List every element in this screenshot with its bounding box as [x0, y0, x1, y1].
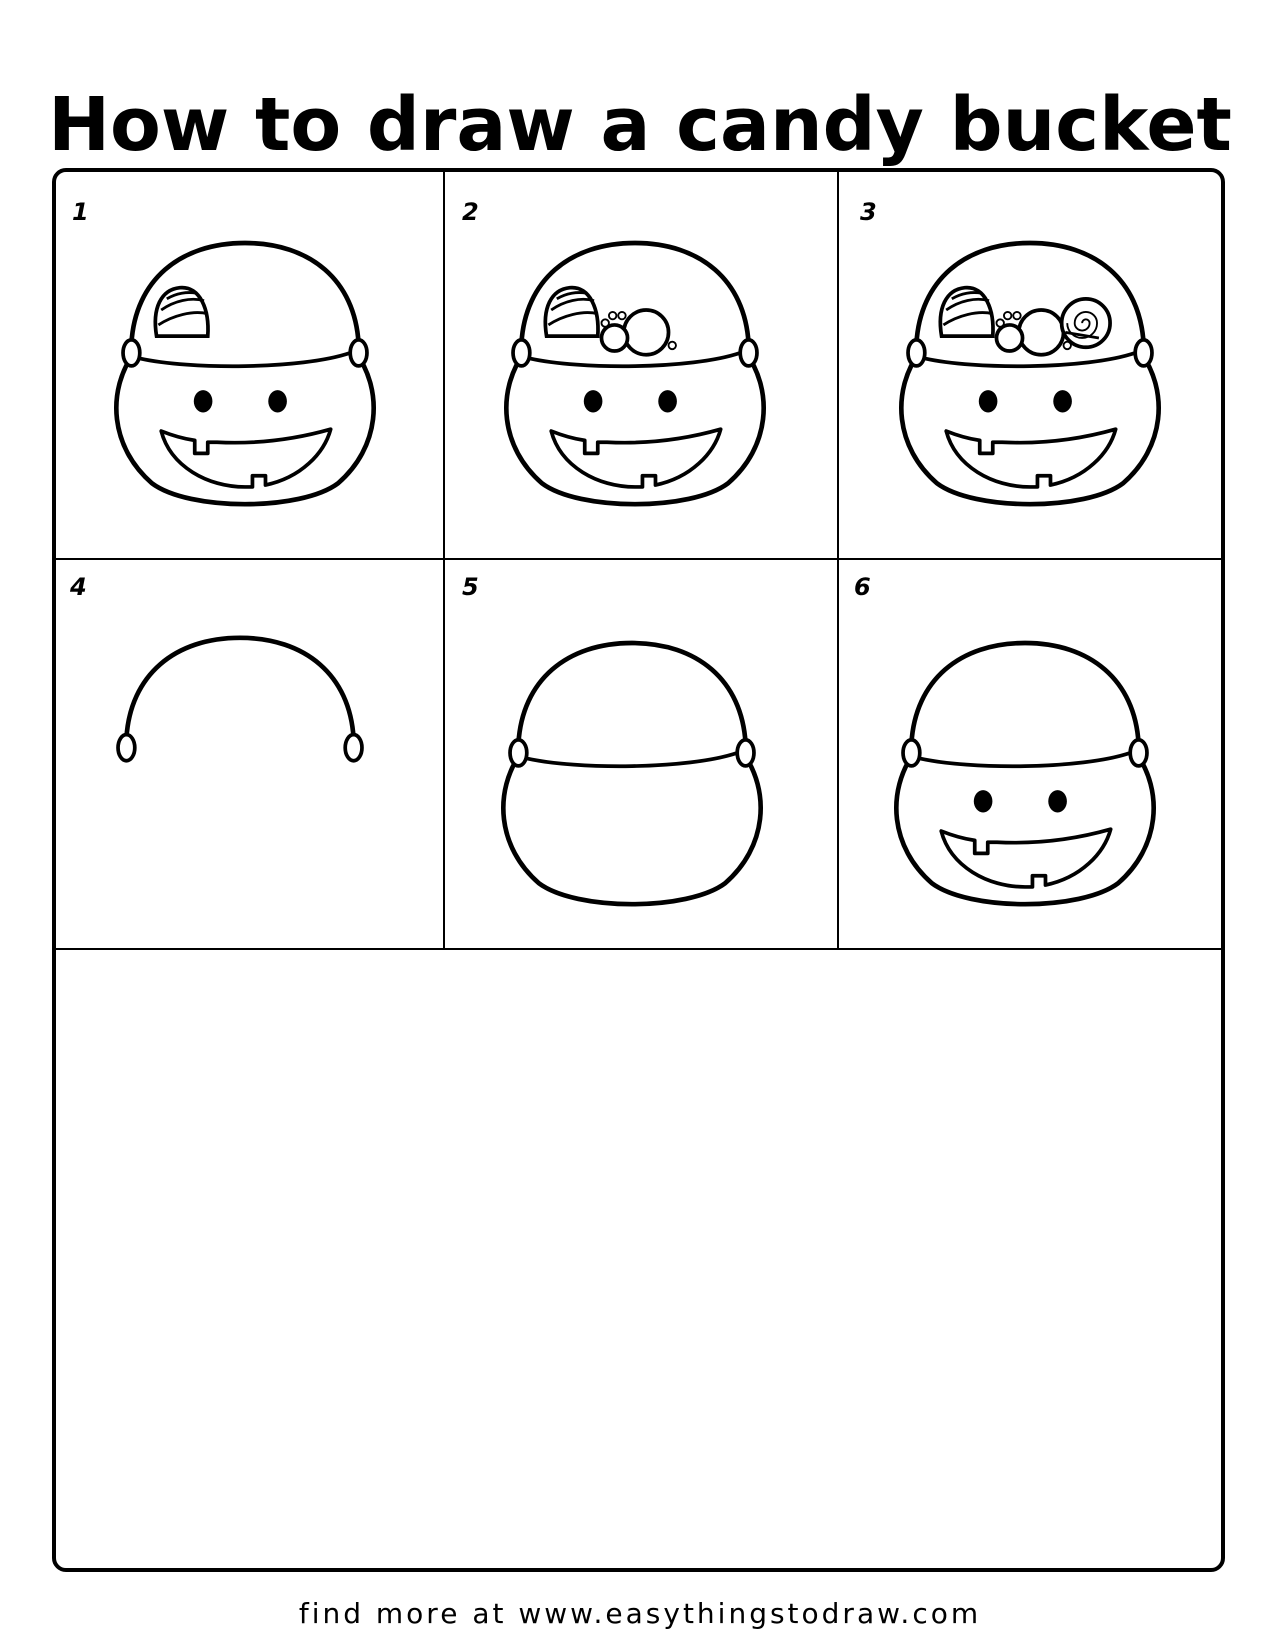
page-title: How to draw a candy bucket: [48, 81, 1232, 168]
footer-link-text: find more at www.easythingstodraw.com: [298, 1597, 982, 1630]
step-2-drawing: [500, 228, 770, 528]
step-number-4: 4: [70, 573, 87, 601]
step-number-6: 6: [854, 573, 871, 601]
practice-area[interactable]: [56, 952, 1221, 1568]
grid-line-horizontal-1: [54, 558, 1223, 560]
step-number-3: 3: [860, 198, 877, 226]
step-6-drawing: [890, 628, 1160, 928]
step-number-1: 1: [72, 198, 89, 226]
step-number-5: 5: [462, 573, 479, 601]
grid-line-horizontal-2: [54, 948, 1223, 950]
step-5-drawing: [497, 628, 767, 928]
step-3-drawing: [895, 228, 1165, 528]
step-1-drawing: [110, 228, 380, 528]
step-4-drawing: [105, 628, 375, 778]
step-number-2: 2: [462, 198, 479, 226]
